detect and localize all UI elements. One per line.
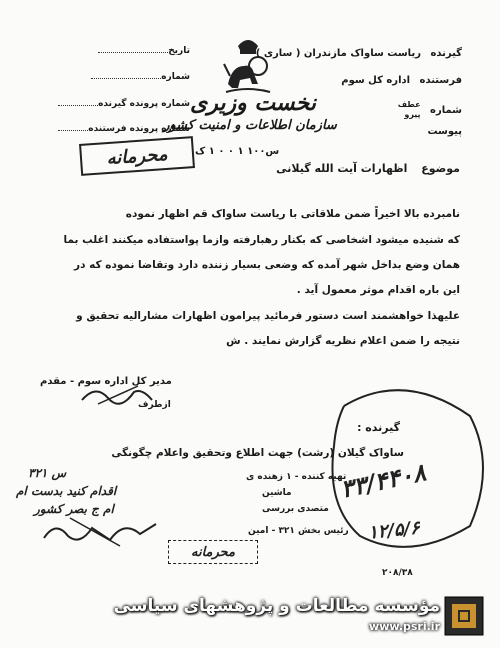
footer-number: ۲۰۸/۳۸ xyxy=(382,568,413,578)
sender-file-label: شماره پرونده فرستنده xyxy=(88,124,190,134)
institution-name: مؤسسه مطالعات و پژوهشهای سیاسی xyxy=(113,596,440,616)
ministry-title: نخست وزیری xyxy=(190,90,316,116)
attachment-row xyxy=(427,126,462,137)
typist-machine-field: ماشین xyxy=(262,488,292,498)
signature-title: مدیر کل اداره سوم - مقدم xyxy=(40,376,172,387)
ref-sub2: پیرو xyxy=(404,110,421,119)
handwritten-note-1: س ۳۲۱ xyxy=(28,466,67,480)
recipient-label: گیرنده : xyxy=(357,421,400,434)
body-line-4: این باره اقدام موثر معمول آید . xyxy=(296,284,460,296)
subject-label: موضوع xyxy=(421,162,460,175)
receiver-value: ریاست ساواک مازندران ( ساری ) xyxy=(255,48,421,59)
agency-title: سازمان اطلاعات و امنیت کشور xyxy=(163,118,337,133)
attachment-label: پیوست xyxy=(427,126,462,137)
handwritten-note-2: اقدام کنید بدست ام xyxy=(16,484,117,498)
handwritten-note-3: ام ج بصر کشور xyxy=(34,502,114,516)
receiver-file-label: شماره پرونده گیرنده xyxy=(98,99,190,109)
handwritten-registration-number: ۳۳/۴۴۰۸ xyxy=(337,457,429,504)
signature-initial: ازطرف xyxy=(138,400,171,410)
psri-logo-icon xyxy=(444,596,484,636)
sender-label: فرستنده xyxy=(419,75,462,86)
confidential-stamp-bottom: محرمانه xyxy=(168,540,258,564)
number-field xyxy=(40,72,190,82)
lion-and-sun-emblem-icon xyxy=(218,36,278,94)
ref-sub1: عطف xyxy=(397,100,421,109)
reviewer-field: متصدی بررسی xyxy=(262,504,329,514)
recipient-line: ساواک گیلان (رشت) جهت اطلاع وتحقیق واعلام چگونگی xyxy=(111,447,404,459)
date-field xyxy=(40,46,190,56)
institution-url: www.psri.ir xyxy=(369,620,440,633)
handwritten-signature-icon xyxy=(40,510,160,550)
subject-line xyxy=(276,162,460,175)
body-line-6: نتیجه را ضمن اعلام نظریه گزارش نمایند . ش xyxy=(226,335,460,347)
confidential-stamp-top: محرمانه xyxy=(79,136,195,176)
sender-row xyxy=(341,75,462,86)
signature-scribble-icon xyxy=(78,380,158,408)
body-line-1: نامبرده بالا اخیراً ضمن ملاقاتی با ریاست ساواک قم اظهار نموده xyxy=(125,208,460,220)
ref-number-row xyxy=(398,100,462,120)
receiver-label: گیرنده xyxy=(430,48,462,59)
subject-value: اظهارات آیت الله گیلانی xyxy=(276,162,408,175)
body-line-5: علیهذا خواهشمند است دستور فرمائید پیرامون اظهارات مشارالیه تحقیق و xyxy=(76,310,460,322)
body-line-3: همان وضع بداخل شهر آمده که وضعی بسیار زننده دارد وتقاضا نموده که در xyxy=(74,259,460,271)
body-line-2: که شنیده میشود اشخاصی که بکنار رهبارفته وازما پواستفاده میکنند اغلب بما xyxy=(63,234,460,246)
document-number: س۱۰۰ ۱ ۰ ۰ ۱ ک xyxy=(195,146,280,157)
sender-value: اداره کل سوم xyxy=(341,75,411,86)
number-label: شماره xyxy=(161,72,190,82)
archive-field: رئیس بخش ۳۲۱ - امین xyxy=(248,526,349,536)
typist-field: تهیه کننده - ۱ زهنده ی xyxy=(246,472,347,482)
date-label: تاریخ xyxy=(168,46,190,56)
receiver-row xyxy=(256,48,462,59)
handwritten-registration-date: ۱۲/۵/۶ xyxy=(367,517,421,544)
ref-number-label: شماره xyxy=(430,105,462,116)
